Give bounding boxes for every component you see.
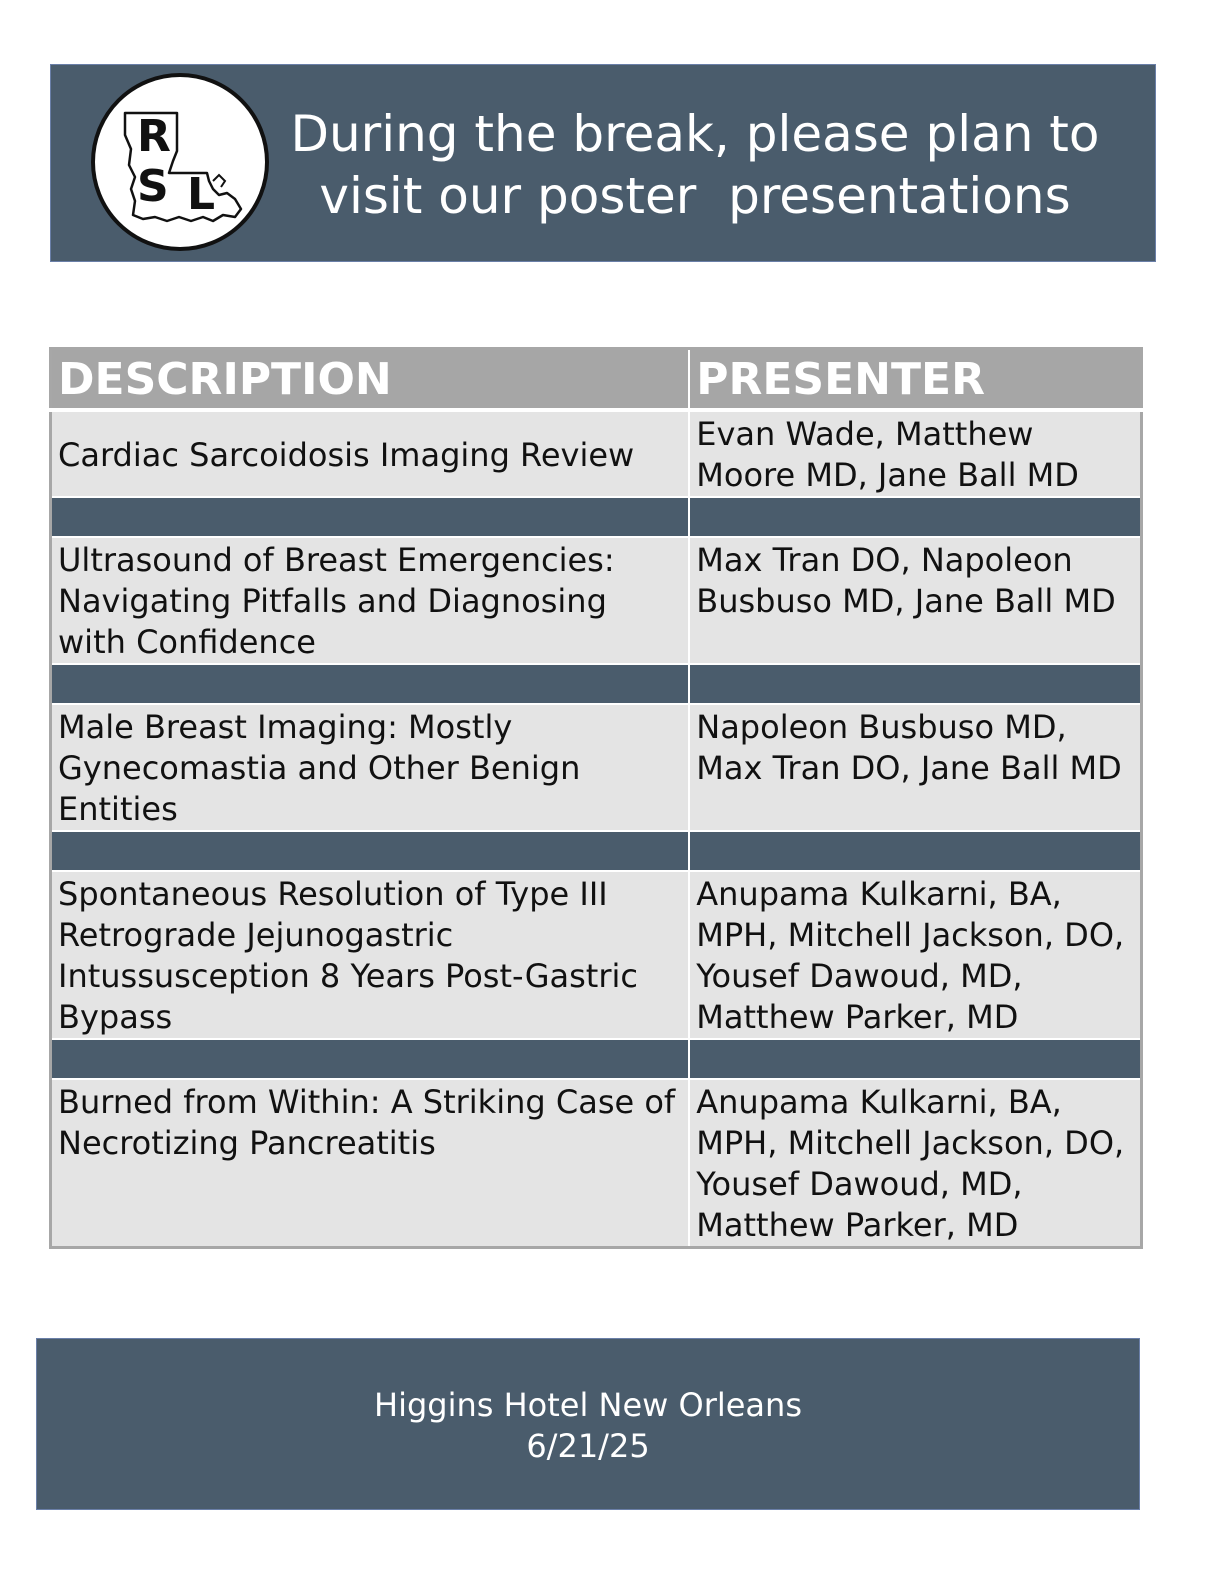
table-row bbox=[51, 1079, 1142, 1248]
presenter-cell: Napoleon Busbuso MD, Max Tran DO, Jane Ball MD bbox=[689, 704, 1141, 831]
table-row bbox=[51, 871, 1142, 1039]
presenter-cell: Anupama Kulkarni, BA, MPH, Mitchell Jackson, DO, Yousef Dawoud, MD, Matthew Parker, MD bbox=[689, 871, 1141, 1039]
presenter-cell: Max Tran DO, Napoleon Busbuso MD, Jane Ball MD bbox=[689, 537, 1141, 664]
rsl-logo bbox=[91, 73, 269, 251]
description-cell: Spontaneous Resolution of Type III Retrograde Jejunogastric Intussusception 8 Years Post-Gastric Bypass bbox=[51, 871, 690, 1039]
row-separator bbox=[51, 831, 1142, 871]
louisiana-outline-icon bbox=[95, 77, 265, 247]
row-separator bbox=[51, 664, 1142, 704]
description-cell: Burned from Within: A Striking Case of Necrotizing Pancreatitis bbox=[51, 1079, 690, 1248]
table-row bbox=[51, 410, 1142, 497]
logo-letter-s: S bbox=[137, 161, 169, 212]
logo-letter-r: R bbox=[137, 111, 171, 162]
row-separator bbox=[51, 497, 1142, 537]
table-header-row bbox=[51, 349, 1142, 411]
table-row bbox=[51, 704, 1142, 831]
footer-text bbox=[37, 1385, 1139, 1467]
logo-letter-l: L bbox=[187, 169, 216, 220]
description-cell: Ultrasound of Breast Emergencies: Navigating Pitfalls and Diagnosing with Confidence bbox=[51, 537, 690, 664]
footer-banner bbox=[36, 1338, 1140, 1510]
row-separator bbox=[51, 1039, 1142, 1079]
description-cell: Male Breast Imaging: Mostly Gynecomastia and Other Benign Entities bbox=[51, 704, 690, 831]
header-banner bbox=[50, 64, 1156, 262]
column-header-description: DESCRIPTION bbox=[51, 349, 690, 411]
description-cell: Cardiac Sarcoidosis Imaging Review bbox=[51, 410, 690, 497]
column-header-presenter: PRESENTER bbox=[689, 349, 1141, 411]
event-date: 6/21/25 bbox=[526, 1427, 650, 1465]
header-title bbox=[289, 103, 1101, 227]
poster-table bbox=[49, 347, 1143, 1249]
header-title-line1: During the break, please plan to bbox=[290, 105, 1100, 163]
venue-name: Higgins Hotel New Orleans bbox=[374, 1386, 802, 1424]
presenter-cell: Anupama Kulkarni, BA, MPH, Mitchell Jackson, DO, Yousef Dawoud, MD, Matthew Parker, MD bbox=[689, 1079, 1141, 1248]
presenter-cell: Evan Wade, Matthew Moore MD, Jane Ball MD bbox=[689, 410, 1141, 497]
header-title-line2: visit our poster presentations bbox=[319, 167, 1071, 225]
table-row bbox=[51, 537, 1142, 664]
